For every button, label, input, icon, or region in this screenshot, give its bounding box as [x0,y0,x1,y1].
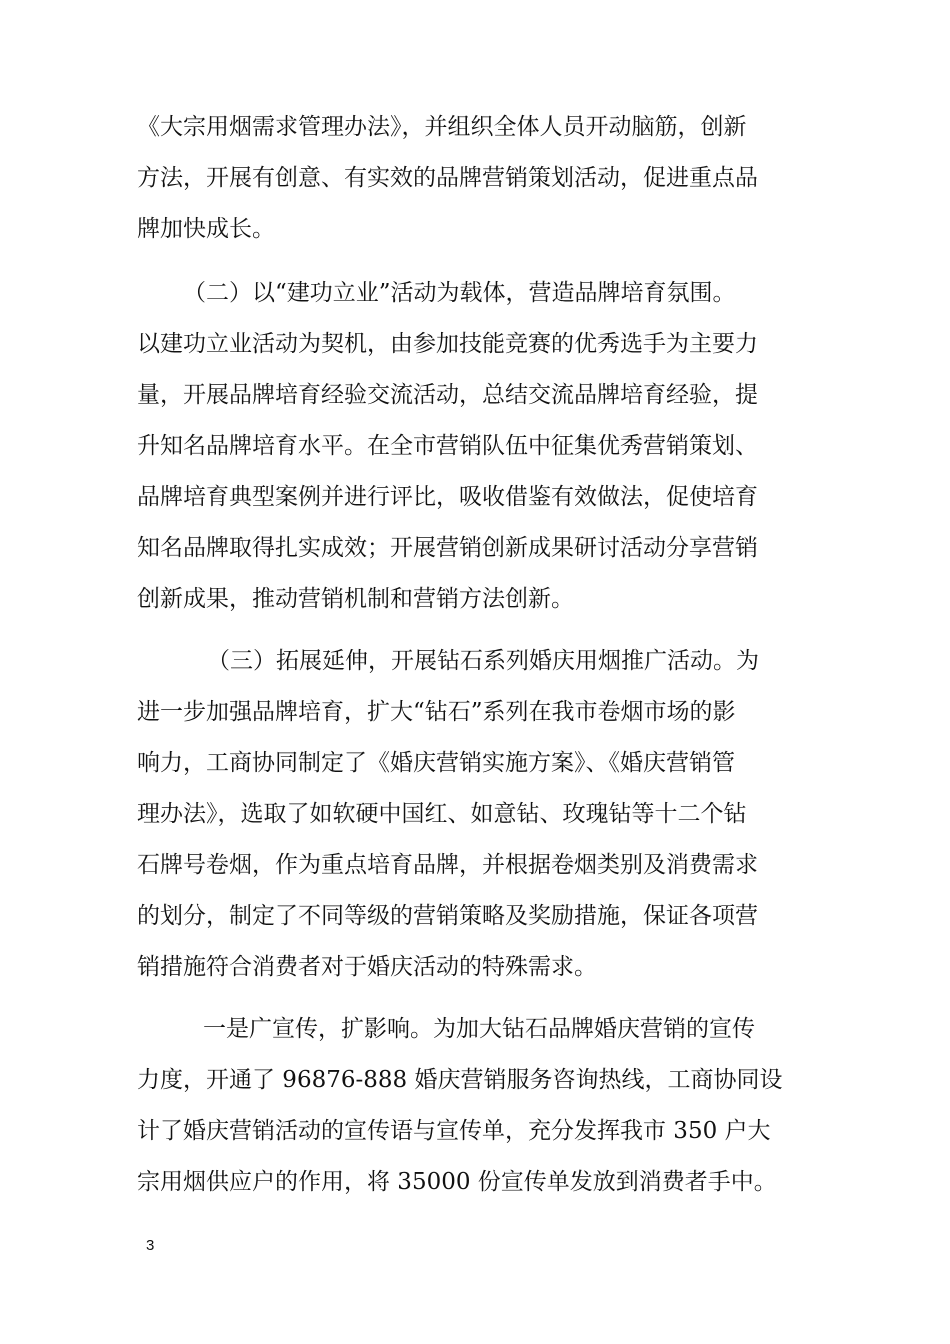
text-line: 力度，开通了 96876-888 婚庆营销服务咨询热线，工商协同设 [137,1067,783,1093]
paragraph-heading-line: （三）拓展延伸，开展钻石系列婚庆用烟推广活动。为 [207,648,759,674]
text-line: 响力，工商协同制定了《婚庆营销实施方案》、《婚庆营销管 [137,750,735,776]
text-line: 的划分，制定了不同等级的营销策略及奖励措施，保证各项营 [137,903,758,929]
text-line: 创新成果，推动营销机制和营销方法创新。 [137,586,574,612]
text-line: 知名品牌取得扎实成效；开展营销创新成果研讨活动分享营销 [137,535,758,561]
text-line: 进一步加强品牌培育，扩大“钻石”系列在我市卷烟市场的影 [137,699,736,725]
paragraph-heading-line: （二）以“建功立业”活动为载体，营造品牌培育氛围。 [183,280,736,306]
text-line: 石牌号卷烟，作为重点培育品牌，并根据卷烟类别及消费需求 [137,852,758,878]
text-line: 计了婚庆营销活动的宣传语与宣传单，充分发挥我市 350 户大 [137,1118,771,1144]
text-line: 牌加快成长。 [137,216,275,242]
text-line: 升知名品牌培育水平。在全市营销队伍中征集优秀营销策划、 [137,433,758,459]
text-line: 方法，开展有创意、有实效的品牌营销策划活动，促进重点品 [137,165,758,191]
text-line: 量，开展品牌培育经验交流活动，总结交流品牌培育经验，提 [137,382,758,408]
text-line: 《大宗用烟需求管理办法》，并组织全体人员开动脑筋，创新 [137,114,747,140]
text-line: 以建功立业活动为契机，由参加技能竞赛的优秀选手为主要力 [137,331,758,357]
page-number: 3 [146,1237,155,1254]
paragraph-heading-line: 一是广宣传，扩影响。为加大钻石品牌婚庆营销的宣传 [203,1016,755,1042]
text-line: 理办法》，选取了如软硬中国红、如意钻、玫瑰钻等十二个钻 [137,801,747,827]
text-line: 销措施符合消费者对于婚庆活动的特殊需求。 [137,954,597,980]
text-line: 品牌培育典型案例并进行评比，吸收借鉴有效做法，促使培育 [137,484,758,510]
text-line: 宗用烟供应户的作用，将 35000 份宣传单发放到消费者手中。 [137,1169,777,1195]
